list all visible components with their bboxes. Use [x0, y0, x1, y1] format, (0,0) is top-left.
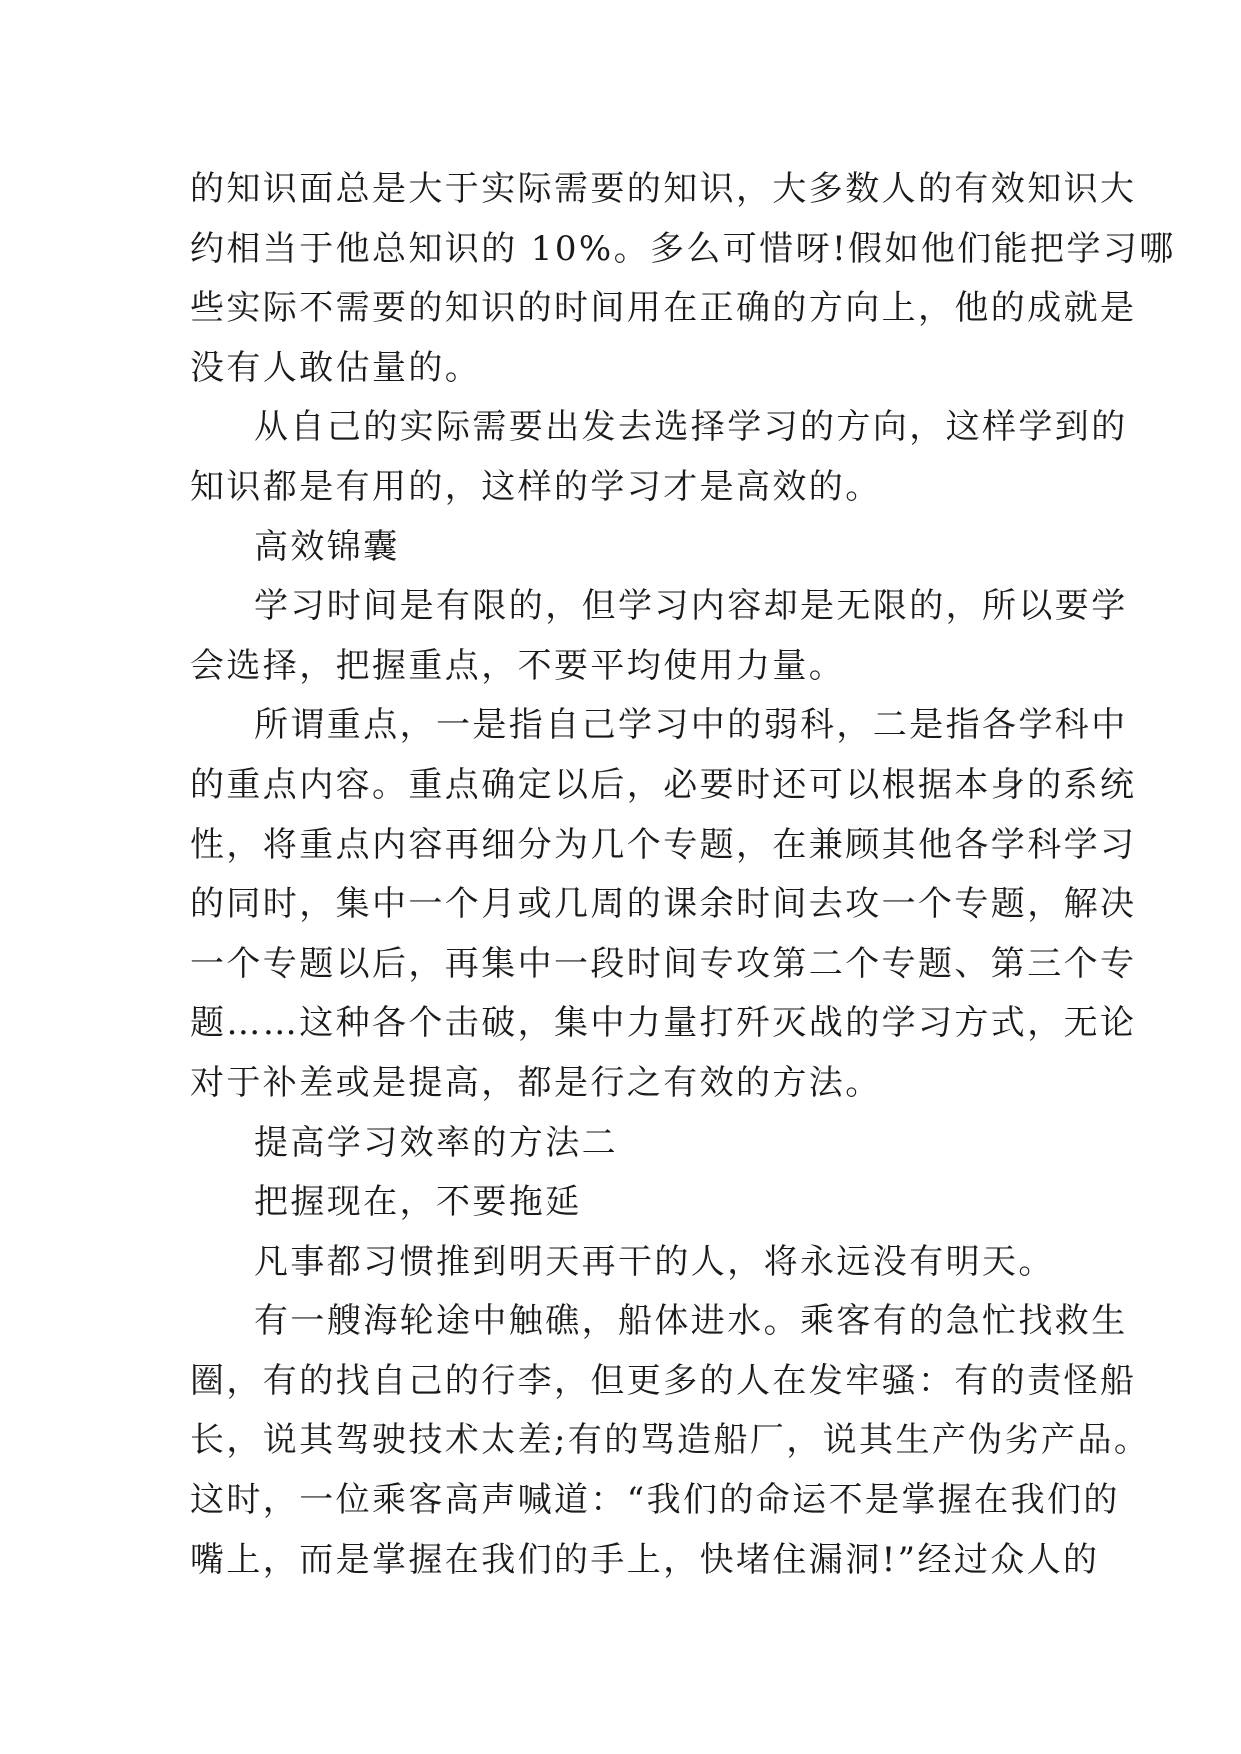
text-line: 对于补差或是提高，都是行之有效的方法。 [190, 1062, 882, 1103]
paragraph-start-line: 从自己的实际需要出发去选择学习的方向，这样学到的 [254, 407, 1128, 448]
text-line: 些实际不需要的知识的时间用在正确的方向上，他的成就是 [190, 288, 1137, 329]
subsection-heading: 把握现在，不要拖延 [254, 1182, 582, 1223]
text-line: 一个专题以后，再集中一段时间专攻第二个专题、第三个专 [190, 943, 1137, 984]
paragraph-start-line: 所谓重点，一是指自己学习中的弱科，二是指各学科中 [254, 705, 1128, 746]
text-line: 约相当于他总知识的 10%。多么可惜呀!假如他们能把学习哪 [190, 228, 1176, 269]
text-line: 题……这种各个击破，集中力量打歼灭战的学习方式，无论 [190, 1003, 1137, 1044]
text-line: 嘴上，而是掌握在我们的手上，快堵住漏洞!”经过众人的 [190, 1539, 1100, 1580]
text-line: 知识都是有用的，这样的学习才是高效的。 [190, 466, 882, 507]
text-line: 的知识面总是大于实际需要的知识，大多数人的有效知识大 [190, 169, 1137, 209]
text-line: 性，将重点内容再细分为几个专题，在兼顾其他各学科学习 [190, 824, 1137, 865]
paragraph-start-line: 有一艘海轮途中触礁，船体进水。乘客有的急忙找救生 [254, 1301, 1128, 1342]
text-line: 这时，一位乘客高声喊道：“我们的命运不是掌握在我们的 [190, 1480, 1120, 1521]
section-heading: 高效锦囊 [254, 526, 400, 567]
body-text [190, 160, 1176, 1590]
text-line: 没有人敢估量的。 [190, 347, 482, 388]
text-line: 的同时，集中一个月或几周的课余时间去攻一个专题，解决 [190, 884, 1137, 925]
text-line: 会选择，把握重点，不要平均使用力量。 [190, 645, 846, 686]
text-line: 长，说其驾驶技术太差;有的骂造船厂，说其生产伪劣产品。 [190, 1420, 1151, 1461]
text-line: 圈，有的找自己的行李，但更多的人在发牢骚：有的责怪船 [190, 1360, 1137, 1401]
text-line: 的重点内容。重点确定以后，必要时还可以根据本身的系统 [190, 764, 1137, 805]
paragraph-start-line: 凡事都习惯推到明天再干的人，将永远没有明天。 [254, 1241, 1055, 1282]
paragraph-start-line: 学习时间是有限的，但学习内容却是无限的，所以要学 [254, 586, 1128, 627]
section-heading: 提高学习效率的方法二 [254, 1122, 618, 1163]
